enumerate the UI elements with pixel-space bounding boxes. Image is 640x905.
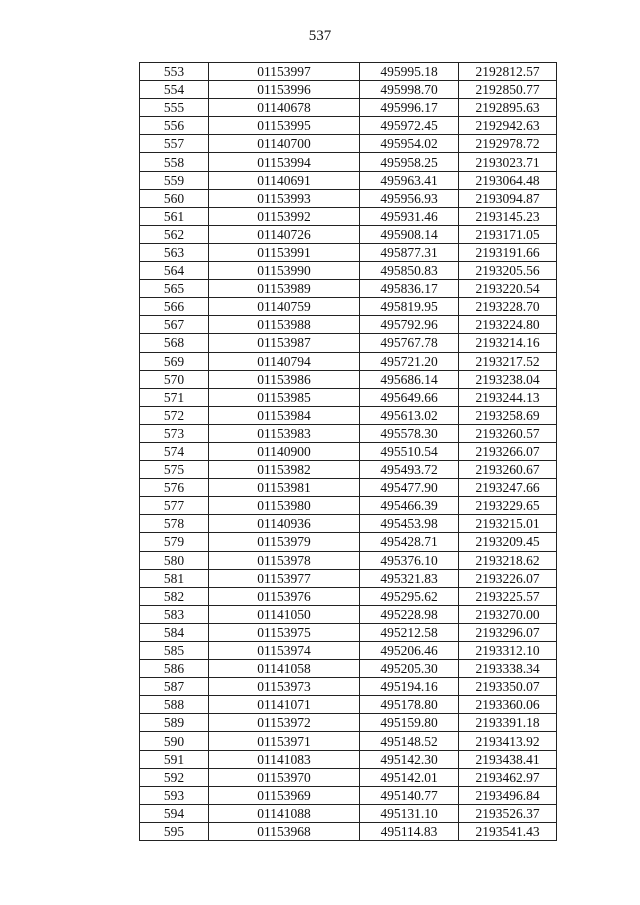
point-number-cell: 593 bbox=[140, 786, 209, 804]
x-coordinate-cell: 495998.70 bbox=[360, 81, 459, 99]
point-id-cell: 01153977 bbox=[209, 569, 360, 587]
y-coordinate-cell: 2193296.07 bbox=[459, 623, 557, 641]
point-id-cell: 01141083 bbox=[209, 750, 360, 768]
point-id-cell: 01153978 bbox=[209, 551, 360, 569]
table-row bbox=[140, 135, 557, 153]
point-id-cell: 01140691 bbox=[209, 171, 360, 189]
x-coordinate-cell: 495954.02 bbox=[360, 135, 459, 153]
table-row bbox=[140, 822, 557, 840]
y-coordinate-cell: 2193209.45 bbox=[459, 533, 557, 551]
y-coordinate-cell: 2193214.16 bbox=[459, 334, 557, 352]
y-coordinate-cell: 2193171.05 bbox=[459, 225, 557, 243]
point-number-cell: 581 bbox=[140, 569, 209, 587]
y-coordinate-cell: 2193224.80 bbox=[459, 316, 557, 334]
point-id-cell: 01153982 bbox=[209, 461, 360, 479]
x-coordinate-cell: 495295.62 bbox=[360, 587, 459, 605]
point-id-cell: 01153972 bbox=[209, 714, 360, 732]
point-number-cell: 582 bbox=[140, 587, 209, 605]
point-number-cell: 591 bbox=[140, 750, 209, 768]
table-row bbox=[140, 786, 557, 804]
table-row bbox=[140, 334, 557, 352]
table-row bbox=[140, 533, 557, 551]
point-id-cell: 01153969 bbox=[209, 786, 360, 804]
point-number-cell: 580 bbox=[140, 551, 209, 569]
y-coordinate-cell: 2193094.87 bbox=[459, 189, 557, 207]
table-row bbox=[140, 461, 557, 479]
y-coordinate-cell: 2193360.06 bbox=[459, 696, 557, 714]
y-coordinate-cell: 2193413.92 bbox=[459, 732, 557, 750]
x-coordinate-cell: 495142.01 bbox=[360, 768, 459, 786]
point-id-cell: 01153973 bbox=[209, 678, 360, 696]
point-id-cell: 01140700 bbox=[209, 135, 360, 153]
point-id-cell: 01153988 bbox=[209, 316, 360, 334]
table-row bbox=[140, 479, 557, 497]
table-row bbox=[140, 63, 557, 81]
x-coordinate-cell: 495212.58 bbox=[360, 623, 459, 641]
point-number-cell: 571 bbox=[140, 388, 209, 406]
table-row bbox=[140, 642, 557, 660]
table-row bbox=[140, 750, 557, 768]
point-id-cell: 01140936 bbox=[209, 515, 360, 533]
table-row bbox=[140, 551, 557, 569]
point-number-cell: 566 bbox=[140, 298, 209, 316]
y-coordinate-cell: 2193496.84 bbox=[459, 786, 557, 804]
point-id-cell: 01153981 bbox=[209, 479, 360, 497]
point-number-cell: 579 bbox=[140, 533, 209, 551]
y-coordinate-cell: 2192850.77 bbox=[459, 81, 557, 99]
point-number-cell: 568 bbox=[140, 334, 209, 352]
x-coordinate-cell: 495819.95 bbox=[360, 298, 459, 316]
point-number-cell: 569 bbox=[140, 352, 209, 370]
point-id-cell: 01140900 bbox=[209, 442, 360, 460]
x-coordinate-cell: 495792.96 bbox=[360, 316, 459, 334]
y-coordinate-cell: 2193266.07 bbox=[459, 442, 557, 460]
y-coordinate-cell: 2193145.23 bbox=[459, 207, 557, 225]
x-coordinate-cell: 495142.30 bbox=[360, 750, 459, 768]
x-coordinate-cell: 495194.16 bbox=[360, 678, 459, 696]
table-row bbox=[140, 171, 557, 189]
point-number-cell: 557 bbox=[140, 135, 209, 153]
x-coordinate-cell: 495721.20 bbox=[360, 352, 459, 370]
x-coordinate-cell: 495148.52 bbox=[360, 732, 459, 750]
x-coordinate-cell: 495131.10 bbox=[360, 804, 459, 822]
y-coordinate-cell: 2193338.34 bbox=[459, 660, 557, 678]
point-id-cell: 01153974 bbox=[209, 642, 360, 660]
point-id-cell: 01153994 bbox=[209, 153, 360, 171]
y-coordinate-cell: 2193438.41 bbox=[459, 750, 557, 768]
table-row bbox=[140, 587, 557, 605]
x-coordinate-cell: 495649.66 bbox=[360, 388, 459, 406]
x-coordinate-cell: 495205.30 bbox=[360, 660, 459, 678]
table-row bbox=[140, 497, 557, 515]
point-number-cell: 586 bbox=[140, 660, 209, 678]
y-coordinate-cell: 2193391.18 bbox=[459, 714, 557, 732]
point-id-cell: 01153970 bbox=[209, 768, 360, 786]
point-number-cell: 556 bbox=[140, 117, 209, 135]
point-number-cell: 567 bbox=[140, 316, 209, 334]
x-coordinate-cell: 495477.90 bbox=[360, 479, 459, 497]
point-id-cell: 01141058 bbox=[209, 660, 360, 678]
y-coordinate-cell: 2193247.66 bbox=[459, 479, 557, 497]
page-number: 537 bbox=[308, 28, 332, 44]
x-coordinate-cell: 495877.31 bbox=[360, 243, 459, 261]
x-coordinate-cell: 495140.77 bbox=[360, 786, 459, 804]
point-number-cell: 565 bbox=[140, 280, 209, 298]
point-id-cell: 01153992 bbox=[209, 207, 360, 225]
table-row bbox=[140, 678, 557, 696]
point-number-cell: 553 bbox=[140, 63, 209, 81]
x-coordinate-cell: 495963.41 bbox=[360, 171, 459, 189]
point-number-cell: 555 bbox=[140, 99, 209, 117]
y-coordinate-cell: 2193225.57 bbox=[459, 587, 557, 605]
point-number-cell: 584 bbox=[140, 623, 209, 641]
table-row bbox=[140, 280, 557, 298]
table-row bbox=[140, 225, 557, 243]
table-row bbox=[140, 696, 557, 714]
y-coordinate-cell: 2193226.07 bbox=[459, 569, 557, 587]
y-coordinate-cell: 2193350.07 bbox=[459, 678, 557, 696]
point-id-cell: 01153968 bbox=[209, 822, 360, 840]
point-id-cell: 01153983 bbox=[209, 424, 360, 442]
table-row bbox=[140, 605, 557, 623]
x-coordinate-cell: 495510.54 bbox=[360, 442, 459, 460]
y-coordinate-cell: 2193064.48 bbox=[459, 171, 557, 189]
table-row bbox=[140, 117, 557, 135]
table-row bbox=[140, 243, 557, 261]
point-id-cell: 01153984 bbox=[209, 406, 360, 424]
y-coordinate-cell: 2193526.37 bbox=[459, 804, 557, 822]
point-number-cell: 554 bbox=[140, 81, 209, 99]
x-coordinate-cell: 495931.46 bbox=[360, 207, 459, 225]
point-number-cell: 558 bbox=[140, 153, 209, 171]
point-id-cell: 01153976 bbox=[209, 587, 360, 605]
table-row bbox=[140, 207, 557, 225]
point-number-cell: 589 bbox=[140, 714, 209, 732]
x-coordinate-cell: 495228.98 bbox=[360, 605, 459, 623]
x-coordinate-cell: 495956.93 bbox=[360, 189, 459, 207]
table-row bbox=[140, 732, 557, 750]
point-number-cell: 572 bbox=[140, 406, 209, 424]
point-id-cell: 01153985 bbox=[209, 388, 360, 406]
table-row bbox=[140, 81, 557, 99]
table-row bbox=[140, 623, 557, 641]
table-row bbox=[140, 424, 557, 442]
point-number-cell: 590 bbox=[140, 732, 209, 750]
point-number-cell: 575 bbox=[140, 461, 209, 479]
table-row bbox=[140, 569, 557, 587]
point-number-cell: 595 bbox=[140, 822, 209, 840]
x-coordinate-cell: 495428.71 bbox=[360, 533, 459, 551]
coordinates-table bbox=[139, 62, 557, 841]
x-coordinate-cell: 495958.25 bbox=[360, 153, 459, 171]
point-id-cell: 01140759 bbox=[209, 298, 360, 316]
table-row bbox=[140, 99, 557, 117]
x-coordinate-cell: 495613.02 bbox=[360, 406, 459, 424]
point-id-cell: 01153991 bbox=[209, 243, 360, 261]
x-coordinate-cell: 495995.18 bbox=[360, 63, 459, 81]
table-row bbox=[140, 189, 557, 207]
point-id-cell: 01153989 bbox=[209, 280, 360, 298]
y-coordinate-cell: 2193238.04 bbox=[459, 370, 557, 388]
y-coordinate-cell: 2193229.65 bbox=[459, 497, 557, 515]
table-row bbox=[140, 442, 557, 460]
y-coordinate-cell: 2193462.97 bbox=[459, 768, 557, 786]
point-id-cell: 01141088 bbox=[209, 804, 360, 822]
x-coordinate-cell: 495376.10 bbox=[360, 551, 459, 569]
point-number-cell: 583 bbox=[140, 605, 209, 623]
point-number-cell: 564 bbox=[140, 262, 209, 280]
table-row bbox=[140, 406, 557, 424]
y-coordinate-cell: 2193258.69 bbox=[459, 406, 557, 424]
table-row bbox=[140, 768, 557, 786]
y-coordinate-cell: 2193244.13 bbox=[459, 388, 557, 406]
y-coordinate-cell: 2193228.70 bbox=[459, 298, 557, 316]
table-row bbox=[140, 298, 557, 316]
point-number-cell: 588 bbox=[140, 696, 209, 714]
point-number-cell: 573 bbox=[140, 424, 209, 442]
point-number-cell: 570 bbox=[140, 370, 209, 388]
y-coordinate-cell: 2193270.00 bbox=[459, 605, 557, 623]
x-coordinate-cell: 495453.98 bbox=[360, 515, 459, 533]
point-id-cell: 01140794 bbox=[209, 352, 360, 370]
point-number-cell: 594 bbox=[140, 804, 209, 822]
point-number-cell: 587 bbox=[140, 678, 209, 696]
y-coordinate-cell: 2193218.62 bbox=[459, 551, 557, 569]
y-coordinate-cell: 2193217.52 bbox=[459, 352, 557, 370]
point-id-cell: 01153996 bbox=[209, 81, 360, 99]
table-row bbox=[140, 316, 557, 334]
table-row bbox=[140, 352, 557, 370]
point-number-cell: 578 bbox=[140, 515, 209, 533]
point-id-cell: 01141050 bbox=[209, 605, 360, 623]
y-coordinate-cell: 2193215.01 bbox=[459, 515, 557, 533]
x-coordinate-cell: 495114.83 bbox=[360, 822, 459, 840]
x-coordinate-cell: 495206.46 bbox=[360, 642, 459, 660]
y-coordinate-cell: 2193023.71 bbox=[459, 153, 557, 171]
y-coordinate-cell: 2192978.72 bbox=[459, 135, 557, 153]
point-number-cell: 561 bbox=[140, 207, 209, 225]
x-coordinate-cell: 495972.45 bbox=[360, 117, 459, 135]
table-row bbox=[140, 153, 557, 171]
x-coordinate-cell: 495836.17 bbox=[360, 280, 459, 298]
x-coordinate-cell: 495321.83 bbox=[360, 569, 459, 587]
point-id-cell: 01153980 bbox=[209, 497, 360, 515]
point-id-cell: 01153971 bbox=[209, 732, 360, 750]
x-coordinate-cell: 495686.14 bbox=[360, 370, 459, 388]
point-number-cell: 562 bbox=[140, 225, 209, 243]
x-coordinate-cell: 495493.72 bbox=[360, 461, 459, 479]
point-id-cell: 01153986 bbox=[209, 370, 360, 388]
table-row bbox=[140, 262, 557, 280]
point-number-cell: 563 bbox=[140, 243, 209, 261]
coordinates-table-body bbox=[140, 63, 557, 841]
y-coordinate-cell: 2192812.57 bbox=[459, 63, 557, 81]
point-id-cell: 01153975 bbox=[209, 623, 360, 641]
point-number-cell: 560 bbox=[140, 189, 209, 207]
point-number-cell: 559 bbox=[140, 171, 209, 189]
x-coordinate-cell: 495578.30 bbox=[360, 424, 459, 442]
y-coordinate-cell: 2193205.56 bbox=[459, 262, 557, 280]
point-id-cell: 01140678 bbox=[209, 99, 360, 117]
point-id-cell: 01153997 bbox=[209, 63, 360, 81]
point-id-cell: 01140726 bbox=[209, 225, 360, 243]
x-coordinate-cell: 495159.80 bbox=[360, 714, 459, 732]
x-coordinate-cell: 495767.78 bbox=[360, 334, 459, 352]
y-coordinate-cell: 2193260.67 bbox=[459, 461, 557, 479]
table-row bbox=[140, 660, 557, 678]
table-row bbox=[140, 515, 557, 533]
x-coordinate-cell: 495908.14 bbox=[360, 225, 459, 243]
x-coordinate-cell: 495178.80 bbox=[360, 696, 459, 714]
point-number-cell: 592 bbox=[140, 768, 209, 786]
y-coordinate-cell: 2193541.43 bbox=[459, 822, 557, 840]
table-row bbox=[140, 714, 557, 732]
y-coordinate-cell: 2192942.63 bbox=[459, 117, 557, 135]
x-coordinate-cell: 495996.17 bbox=[360, 99, 459, 117]
table-row bbox=[140, 388, 557, 406]
point-number-cell: 576 bbox=[140, 479, 209, 497]
point-number-cell: 577 bbox=[140, 497, 209, 515]
y-coordinate-cell: 2192895.63 bbox=[459, 99, 557, 117]
point-number-cell: 574 bbox=[140, 442, 209, 460]
y-coordinate-cell: 2193312.10 bbox=[459, 642, 557, 660]
y-coordinate-cell: 2193260.57 bbox=[459, 424, 557, 442]
point-id-cell: 01153995 bbox=[209, 117, 360, 135]
table-row bbox=[140, 370, 557, 388]
y-coordinate-cell: 2193191.66 bbox=[459, 243, 557, 261]
point-id-cell: 01153990 bbox=[209, 262, 360, 280]
point-id-cell: 01153993 bbox=[209, 189, 360, 207]
point-id-cell: 01141071 bbox=[209, 696, 360, 714]
point-id-cell: 01153987 bbox=[209, 334, 360, 352]
point-id-cell: 01153979 bbox=[209, 533, 360, 551]
x-coordinate-cell: 495466.39 bbox=[360, 497, 459, 515]
point-number-cell: 585 bbox=[140, 642, 209, 660]
x-coordinate-cell: 495850.83 bbox=[360, 262, 459, 280]
y-coordinate-cell: 2193220.54 bbox=[459, 280, 557, 298]
table-row bbox=[140, 804, 557, 822]
